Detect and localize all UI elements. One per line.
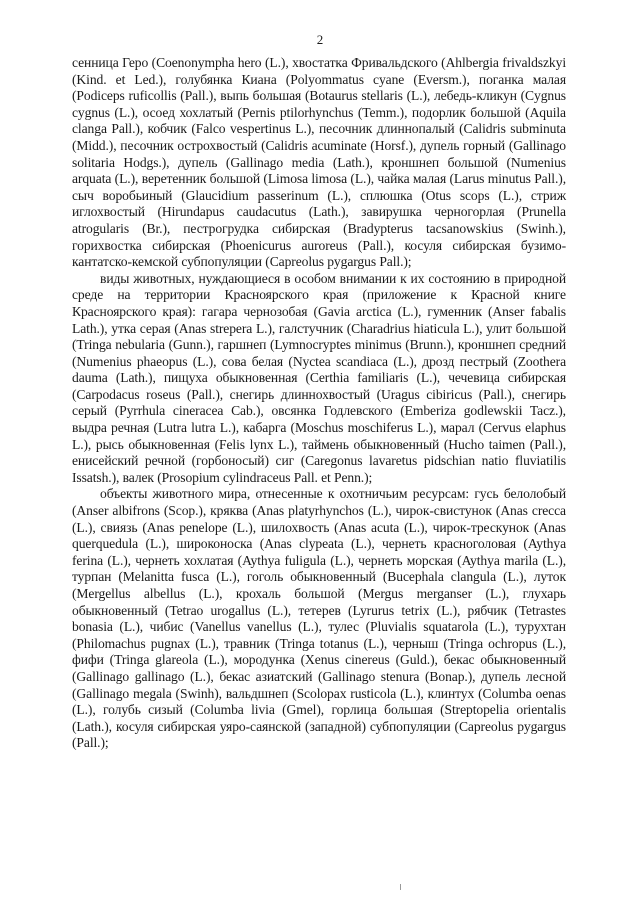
paragraph-hunting-resources: объекты животного мира, отнесенные к охотничьим ресурсам: гусь белолобый (Anser albifrons (Scop.), кряква (Anas platyrhynchos (L.), чирок-свистунок (Anas crecca (L.), свиязь (Anas penelope (L.), шилохвость (Anas acuta (L.), чирок-трескунок (Anas querquedula (L.), широконоска (Anas clypeata (L.), чернеть красноголовая (Aythya ferina (L.), чернеть хохлатая (Aythya fuligula (L.), чернеть морская (Aythya marila (L.), турпан (Melanitta fusca (L.), гоголь обыкновенный (Bucephala clangula (L.), луток (Mergellus albellus (L.), крохаль большой (Mergus merganser (L.), глухарь обыкновенный (Tetrao urogallus (L.), тетерев (Lyrurus tetrix (L.), рябчик (Tetrastes bonasia (L.), чибис (Vanellus vanellus (L.), тулес (Pluvialis squatarola (L.), турухтан (Philomachus pugnax (L.), травник (Tringa totanus (L.), черныш (Tringa ochropus (L.), фифи (Tringa glareola (L.), мородунка (Xenus cinereus (Guld.), бекас обыкновенный (Gallinago gallinago (L.), бекас азиатский (Gallinago stenura (Bonap.), дупель лесной (Gallinago megala (Swinh), вальдшнеп (Scolopax rusticola (L.), клинтух (Columba oenas (L.), голубь сизый (Columba livia (Gmel), горлица большая (Streptopelia orientalis (Lath.), косуля сибирская уяро-саянской (западной) субпопуляции (Capreolus pygargus (Pall.);	[72, 486, 566, 751]
paragraph-special-attention-species: виды животных, нуждающиеся в особом внимании к их состоянию в природной среде на территории Красноярского края (приложение к Красной книге Красноярского края): гагара чернозобая (Gavia arctica (L.), гуменник (Anser fabalis Lath.), утка серая (Anas strepera L.), галстучник (Charadrius hiaticula L.), улит большой (Tringa nebularia (Gunn.), гаршнеп (Lymnocryptes minimus (Brunn.), кроншнеп средний (Numenius phaeopus (L.), сова белая (Nyctea scandiaca (L.), дрозд пестрый (Zoothera dauma (Lath.), пищуха обыкновенная (Certhia familiaris (L.), чечевица сибирская (Carpodacus roseus (Pall.), снегирь длиннохвостый (Uragus cibiricus (Pall.), снегирь серый (Pyrrhula cineracea Cab.), овсянка Годлевского (Emberiza godlewskii Tacz.), выдра речная (Lutra lutra L.), кабарга (Moschus moschiferus L.), марал (Cervus elaphus L.), рысь обыкновенная (Felis lynx L.), таймень обыкновенный (Hucho taimen (Pall.), енисейский речной (горбоносый) сиг (Caregonus lavaretus pidschian natio fluviatilis Issatsh.), валек (Prosopium cylindraceus Pall. et Penn.);	[72, 270, 566, 485]
page-number: 2	[316, 32, 324, 47]
scan-artifact-mark	[400, 884, 401, 890]
document-body	[72, 55, 566, 752]
paragraph-red-book-species-continued: сенница Геро (Coenonympha hero (L.), хвостатка Фривальдского (Ahlbergia frivaldszkyi (Kind. et Led.), голубянка Киана (Polyommatus cyane (Eversm.), поганка малая (Podiceps ruficollis (Pall.), выпь большая (Botaurus stellaris (L.), лебедь-кликун (Cygnus cygnus (L.), осоед хохлатый (Pernis ptilorhynchus (Temm.), подорлик большой (Aquila clanga Pall.), кобчик (Falco vespertinus L.), песочник длиннопалый (Calidris subminuta (Midd.), песочник острохвостый (Calidris acuminate (Horsf.), дупель горный (Gallinago solitaria Hodgs.), дупель (Gallinago media (Lath.), кроншнеп большой (Numenius arquata (L.), веретенник большой (Limosa limosa (L.), чайка малая (Larus minutus Pall.), сыч воробьиный (Glaucidium passerinum (L.), сплюшка (Otus scops (L.), стриж иглохвостый (Hirundapus caudacutus (Lath.), завирушка черногорлая (Prunella atrogularis (Br.), пестрогрудка сибирская (Bradypterus tacsanowskius (Swinh.), горихвостка сибирская (Phoenicurus auroreus (Pall.), косуля сибирская бузимо-кантатско-кемской субпопуляции (Capreolus pygargus Pall.);	[72, 55, 566, 270]
